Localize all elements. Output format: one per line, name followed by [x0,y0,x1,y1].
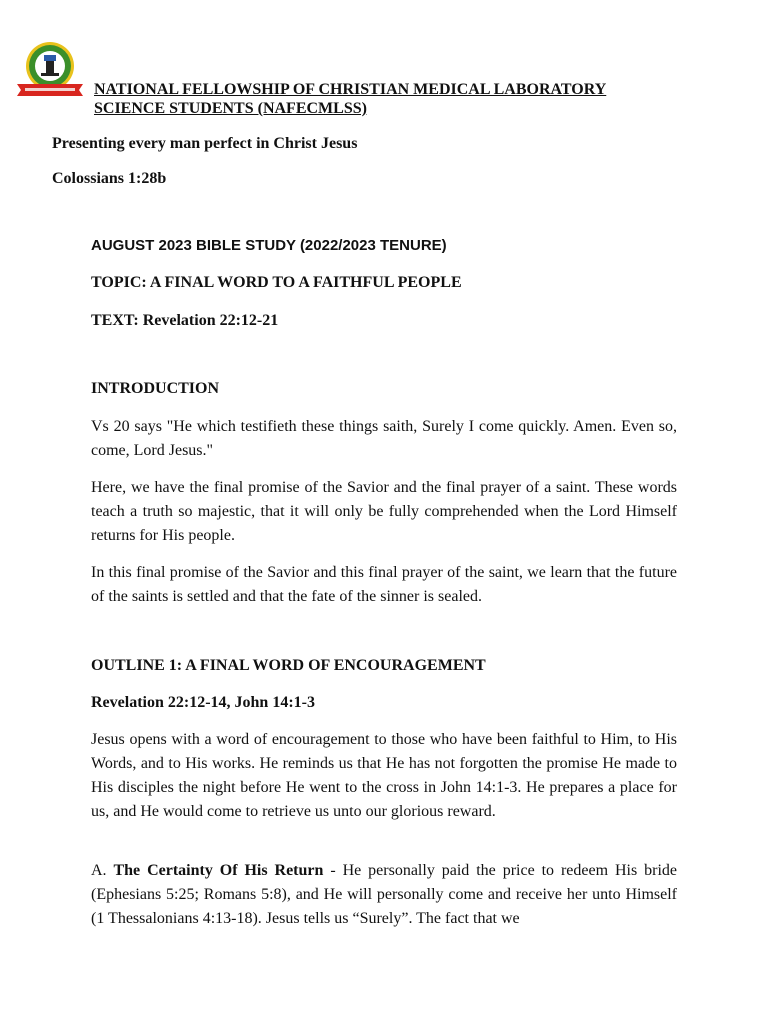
introduction-paragraph-2: Here, we have the final promise of the Savior and the final prayer of a saint. These words teach a truth so majestic, that it will only be fully comprehended when the Lord Himself returns for His people. [91,479,677,544]
study-title: AUGUST 2023 BIBLE STUDY (2022/2023 TENURE) [91,237,447,254]
introduction-heading: INTRODUCTION [91,380,220,397]
point-a-prefix: A. [91,862,114,879]
organization-title [94,80,714,118]
study-topic [91,274,462,292]
outline-1-paragraph: Jesus opens with a word of encouragement to those who have been faithful to Him, to His Words, and to His works. He reminds us that He has not forgotten the promise He made to His disciples the night before He went to the cross in John 14:1-3. He prepares a place for us, and He would come to retrieve us unto our glorious reward. [91,731,677,820]
introduction-paragraph-3: In this final promise of the Savior and this final prayer of the saint, we learn that the future of the saints is settled and that the fate of the sinner is sealed. [91,564,677,605]
org-title-line-2: SCIENCE STUDENTS (NAFECMLSS) [94,100,367,117]
outline-1-reference: Revelation 22:12-14, John 14:1-3 [91,694,315,711]
point-a-title: The Certainty Of His Return [113,862,324,879]
topic-label: TOPIC [91,274,142,291]
motto-reference: Colossians 1:28b [52,170,167,187]
outline-1-heading: OUTLINE 1: A FINAL WORD OF ENCOURAGEMENT [91,657,486,674]
introduction-paragraph-1: Vs 20 says "He which testifieth these things saith, Surely I come quickly. Amen. Even so, come, Lord Jesus." [91,418,677,459]
org-title-line-1: NATIONAL FELLOWSHIP OF CHRISTIAN MEDICAL LABORATORY [94,81,607,98]
fellowship-logo [15,40,85,100]
logo-emblem-icon [15,40,85,100]
point-a-text: - He personally paid the price to redeem His bride (Ephesians 5:25; Romans 5:8), and He will personally come and receive her unto Himself (1 Thessalonians 4:13-18). Jesus tells us “Surely”. The fact that we [91,862,678,927]
motto: Presenting every man perfect in Christ Jesus [52,135,358,152]
topic-value: : A FINAL WORD TO A FAITHFUL PEOPLE [141,274,462,291]
study-text-reference: TEXT: Revelation 22:12-21 [91,312,279,329]
outline-1-point-a [91,859,677,931]
